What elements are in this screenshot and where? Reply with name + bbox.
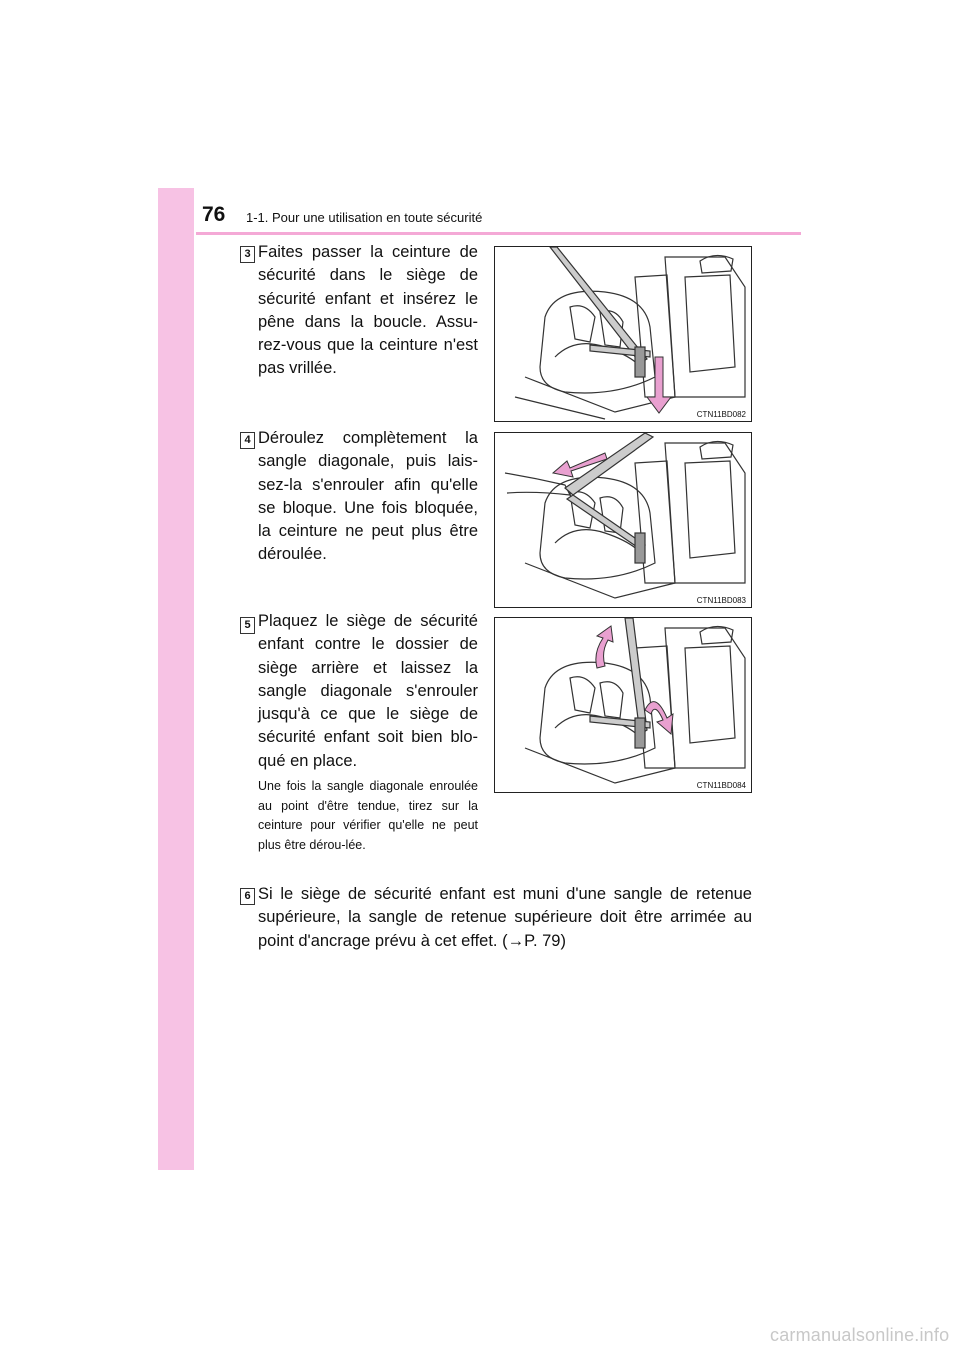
car-seat-illustration <box>495 247 751 421</box>
pink-arrow-icon <box>647 357 671 413</box>
step-5-text: Plaquez le siège de sécurité enfant contre le dossier de siège arrière et laissez la sangle diagonale s'enrouler jusqu'à ce que le siège de sécurité enfant soit bien blo-qué en place. <box>258 612 478 770</box>
figure-step-4 <box>494 432 752 608</box>
step-number-4: 4 <box>240 432 255 449</box>
step-3-text: Faites passer la ceinture de sécurité dans le siège de sécurité enfant et insérez le pêne dans la boucle. Assu-rez-vous que la ceinture n'est pas vrillée. <box>258 243 478 378</box>
header-rule <box>196 232 801 235</box>
step-6-text: Si le siège de sécurité enfant est muni d'une sangle de retenue supérieure, la sangle de retenue supérieure doit être arrimée au point d'ancrage prévu à cet effet. (→P. 79) <box>258 885 752 950</box>
footer-watermark: carmanualsonline.info <box>770 1325 950 1345</box>
step-number-3: 3 <box>240 246 255 263</box>
step-5-note: Une fois la sangle diagonale enroulée au point d'être tendue, tirez sur la ceinture pour vérifier qu'elle ne peut plus être dérou-lée. <box>258 779 478 852</box>
car-seat-illustration <box>495 433 751 607</box>
step-number-5: 5 <box>240 617 255 634</box>
section-title: 1-1. Pour une utilisation en toute sécurité <box>246 210 483 225</box>
figure-code: CTN11BD083 <box>696 596 746 605</box>
pink-arrow-icon <box>596 626 613 668</box>
page-number: 76 <box>202 203 226 226</box>
car-seat-illustration <box>495 618 751 792</box>
figure-step-3 <box>494 246 752 422</box>
figure-code: CTN11BD082 <box>696 410 746 419</box>
sidebar-tab <box>158 188 194 1170</box>
figure-step-5 <box>494 617 752 793</box>
figure-code: CTN11BD084 <box>696 781 746 790</box>
step-4-text: Déroulez complètement la sangle diagonale, puis lais-sez-la s'enrouler afin qu'elle se bloque. Une fois bloquée, la ceinture ne peut plus être déroulée. <box>258 429 478 564</box>
step-number-6: 6 <box>240 888 255 905</box>
pink-arrow-icon <box>645 702 673 734</box>
